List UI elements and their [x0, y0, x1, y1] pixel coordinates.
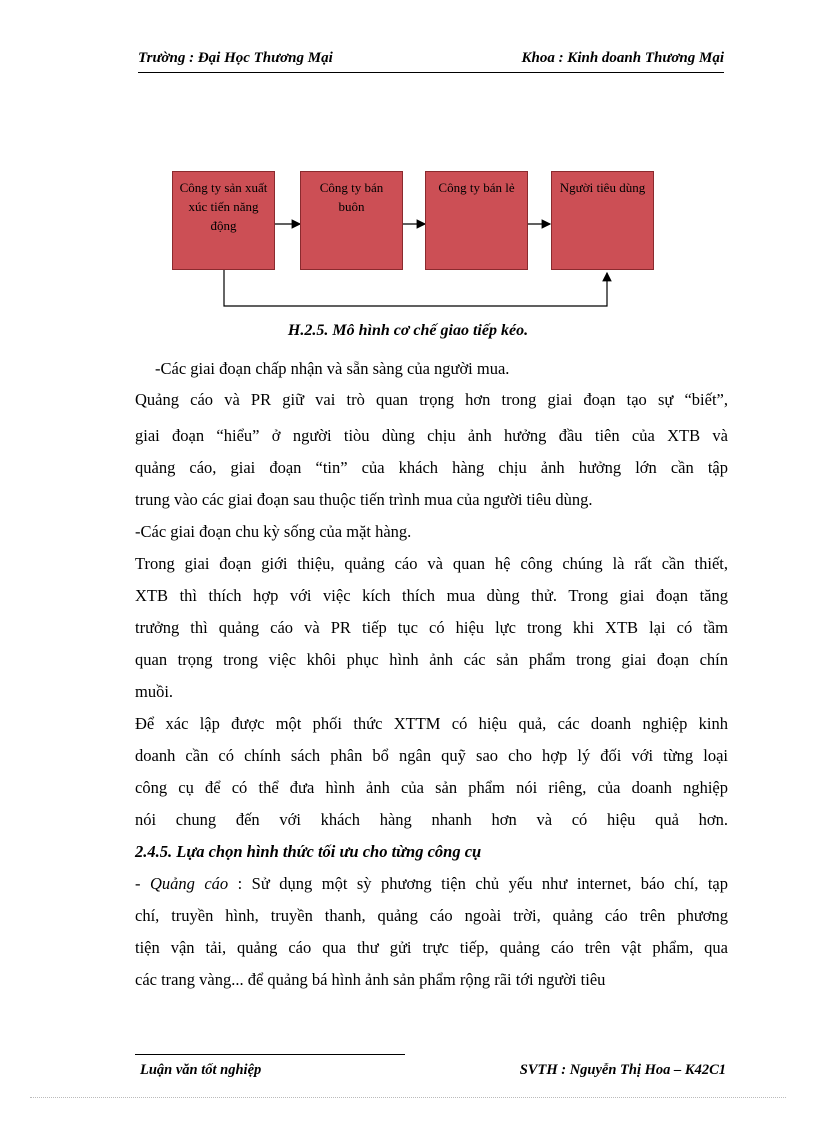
diagram-arrows: [0, 0, 816, 330]
body-line-12: Để xác lập được một phối thức XTTM có hiệu quả, các doanh nghiệp kinh: [135, 714, 728, 733]
body-line-2: Quảng cáo và PR giữ vai trò quan trọng hơn trong giai đoạn tạo sự “biết”,: [135, 390, 728, 409]
body-line-8: XTB thì thích hợp với việc kích thích mua dùng thử. Trong giai đoạn tăng: [135, 586, 728, 605]
footer-thesis: Luận văn tốt nghiệp: [140, 1062, 262, 1078]
body-line-13: doanh cần có chính sách phân bổ ngân quỹ sao cho hợp lý đối với từng loại: [135, 746, 728, 765]
body-line-14: công cụ để có thể đưa hình ảnh của sản phẩm nói riêng, của doanh nghiệp: [135, 778, 728, 797]
body-line-18: tiện vận tải, quảng cáo qua thư gửi trực tiếp, quảng cáo trên vật phẩm, qua: [135, 938, 728, 957]
body-line-19: các trang vàng... để quảng bá hình ảnh sản phẩm rộng rãi tới người tiêu: [135, 970, 606, 989]
footer-divider: [135, 1054, 405, 1055]
body-line-16-rest: : Sử dụng một sỳ phương tiện chủ yếu như internet, báo chí, tạp: [228, 874, 728, 893]
box-wholesaler: Công ty bán buôn: [300, 171, 403, 270]
body-line-6: -Các giai đoạn chu kỳ sống của mặt hàng.: [135, 522, 412, 541]
header-faculty: Khoa : Kinh doanh Thương Mại: [521, 50, 724, 66]
feedback-arrow: [224, 270, 607, 306]
body-line-9: trưởng thì quảng cáo và PR tiếp tục có hiệu lực trong khi XTB lại có tầm: [135, 618, 728, 637]
body-line-1: -Các giai đoạn chấp nhận và sẵn sàng của người mua.: [155, 359, 510, 378]
box-consumer: Người tiêu dùng: [551, 171, 654, 270]
body-line-17: chí, truyền hình, truyền thanh, quảng cáo ngoài trời, quảng cáo trên phương: [135, 906, 728, 925]
body-line-5: trung vào các giai đoạn sau thuộc tiến trình mua của người tiêu dùng.: [135, 490, 593, 509]
body-line-3: giai đoạn “hiểu” ở người tiòu dùng chịu ảnh hưởng đầu tiên của XTB và: [135, 426, 728, 445]
header-school: Trường : Đại Học Thương Mại: [138, 50, 333, 66]
box-manufacturer: Công ty sản xuất xúc tiến năng động: [172, 171, 275, 270]
body-line-10: quan trọng trong việc khôi phục hình ảnh các sản phẩm trong giai đoạn chín: [135, 650, 728, 669]
page-edge-dots: [30, 1097, 786, 1098]
figure-caption: H.2.5. Mô hình cơ chế giao tiếp kéo.: [287, 322, 529, 339]
body-line-11: muồi.: [135, 682, 174, 701]
bullet-dash: -: [135, 874, 150, 893]
box-retailer: Công ty bán lẻ: [425, 171, 528, 270]
footer-student: SVTH : Nguyễn Thị Hoa – K42C1: [519, 1062, 726, 1078]
body-line-15: nói chung đến với khách hàng nhanh hơn và có hiệu quả hơn.: [135, 810, 728, 829]
term-advertising: Quảng cáo: [149, 874, 229, 893]
body-line-4: quảng cáo, giai đoạn “tin” của khách hàng chịu ảnh hưởng lớn cần tập: [135, 458, 728, 477]
section-heading: 2.4.5. Lựa chọn hình thức tối ưu cho từng công cụ: [135, 842, 482, 861]
body-line-7: Trong giai đoạn giới thiệu, quảng cáo và quan hệ công chúng là rất cần thiết,: [135, 554, 728, 573]
body-line-16: [135, 869, 728, 899]
